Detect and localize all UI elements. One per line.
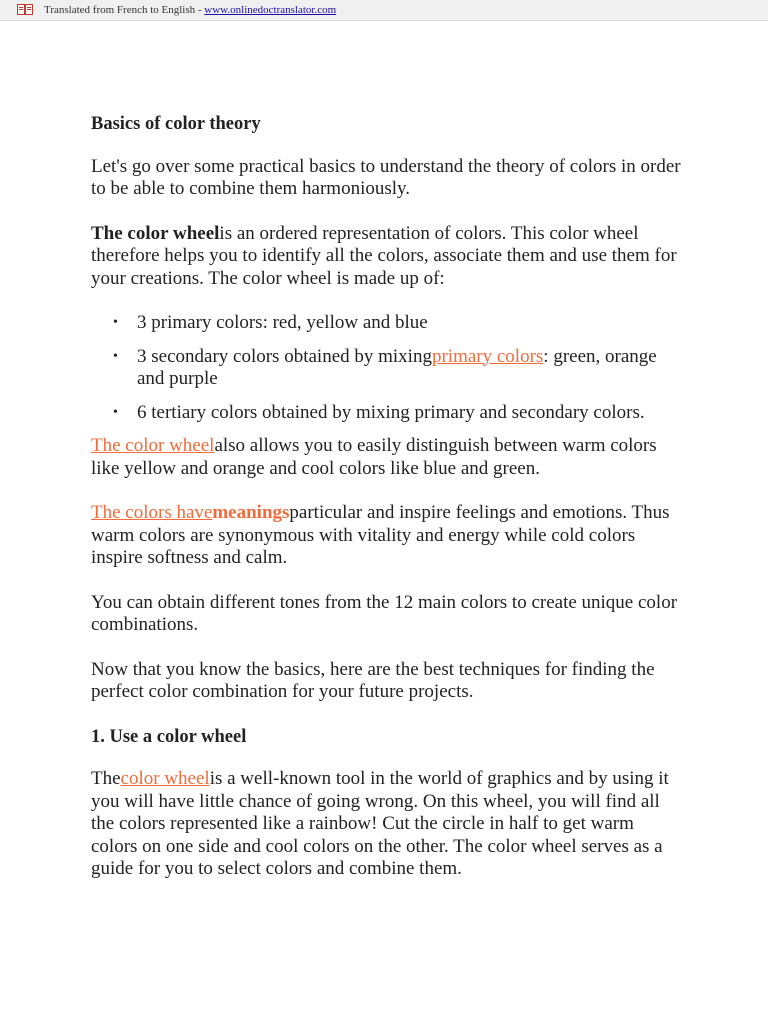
- banner-link[interactable]: www.onlinedoctranslator.com: [204, 4, 337, 16]
- document-title: Basics of color theory: [91, 114, 261, 134]
- bullet-icon: •: [113, 404, 118, 420]
- list-item: [91, 312, 681, 335]
- warm-cool-paragraph: [91, 435, 681, 480]
- list-item-text: 3 secondary colors obtained by mixing: [137, 345, 432, 367]
- primary-colors-link[interactable]: primary colors: [431, 345, 544, 367]
- color-wheel-link[interactable]: The color wheel: [91, 435, 215, 456]
- color-wheel-tool-paragraph: [91, 768, 681, 881]
- bullet-icon: •: [113, 315, 118, 330]
- intro-paragraph: Let's go over some practical basics to understand the theory of colors in order to be able to combine them harmoniously.: [91, 155, 681, 199]
- meanings-term: meanings: [212, 502, 290, 523]
- list-item-text: 3 primary colors: red, yellow and blue: [137, 312, 428, 333]
- tool-text: is a well-known tool in the world of graphics and by using it you will have little chance of going wrong. On this wheel, you will find all the colors represented like a rainbow! Cut the circle in half to get warm colors on one side and cool colors on the other. The color wheel serves as a guide for you to select colors and combine them.: [91, 768, 669, 879]
- meanings-text: particular and inspire feelings and emotions. Thus warm colors are synonymous with vitality and energy while cold colors inspire softness and calm.: [91, 502, 670, 568]
- section-heading: 1. Use a color wheel: [91, 726, 247, 747]
- translation-banner: [0, 0, 768, 21]
- color-wheel-tool-link[interactable]: color wheel: [120, 768, 210, 789]
- list-item-text-end: : green, orange and purple: [137, 345, 657, 389]
- list-item: [91, 402, 681, 425]
- color-wheel-text: is an ordered representation of colors. This color wheel therefore helps you to identify all the colors, associate them and use them for your creations. The color wheel is made up of:: [91, 222, 677, 289]
- list-item-text: 6 tertiary colors obtained by mixing primary and secondary colors.: [137, 401, 645, 423]
- color-wheel-paragraph: [91, 223, 681, 291]
- pdf-translate-icon: [17, 4, 33, 15]
- meanings-paragraph: [91, 502, 681, 570]
- banner-text: [44, 0, 336, 20]
- warm-cool-text: also allows you to easily distinguish between warm colors like yellow and orange and cool colors like blue and green.: [91, 435, 657, 479]
- list-item: [91, 346, 681, 391]
- document-body: [91, 113, 681, 903]
- bullet-icon: •: [113, 348, 118, 364]
- colors-have-link[interactable]: The colors have: [91, 502, 213, 523]
- color-list: [91, 312, 681, 424]
- color-wheel-term: The color wheel: [91, 222, 220, 244]
- tool-text-start: The: [91, 768, 121, 789]
- banner-prefix: Translated from French to English -: [44, 4, 205, 16]
- tones-paragraph: You can obtain different tones from the 12 main colors to create unique color combinations.: [91, 591, 678, 635]
- techniques-paragraph: Now that you know the basics, here are the best techniques for finding the perfect color combination for your future projects.: [91, 658, 655, 702]
